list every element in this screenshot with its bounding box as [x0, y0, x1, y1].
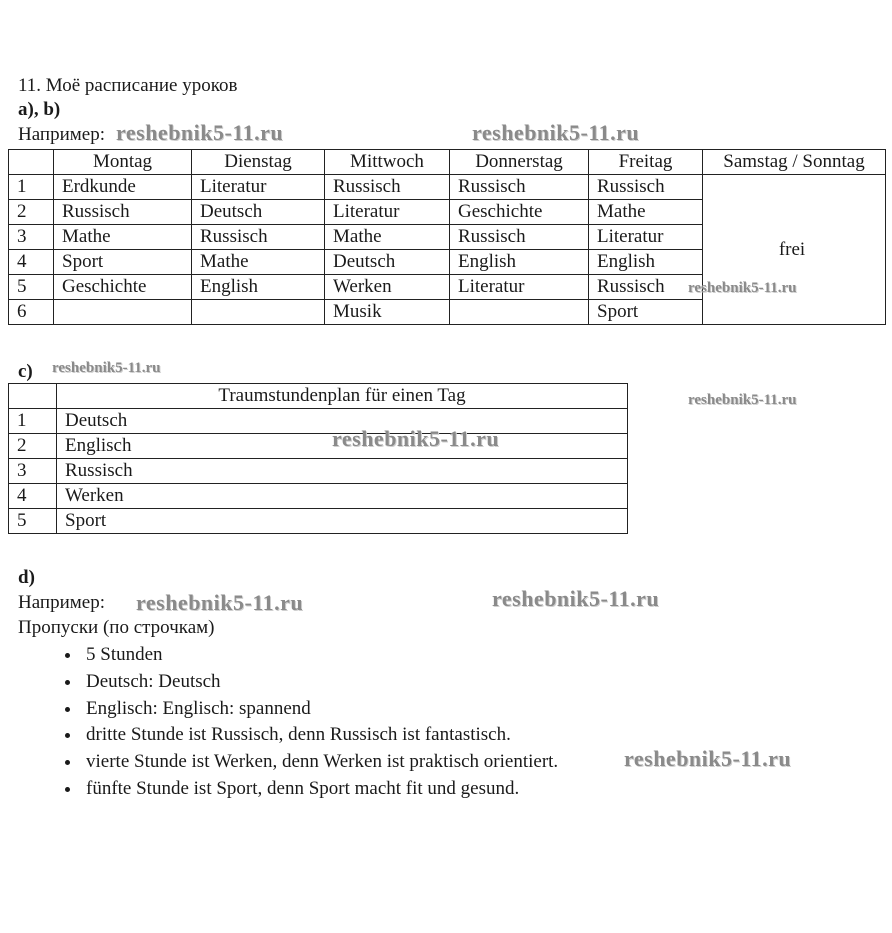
watermark: reshebnik5-11.ru	[332, 426, 500, 451]
schedule-cell: Erdkunde	[54, 175, 192, 200]
lesson-number: 1	[9, 175, 54, 200]
dream-subject: Russisch	[57, 459, 628, 484]
lesson-number: 6	[9, 300, 54, 325]
schedule-cell: Mathe	[192, 250, 325, 275]
list-item: • fünfte Stunde ist Sport, denn Sport macht fit und gesund.	[82, 776, 558, 803]
schedule-cell: Russisch	[450, 175, 589, 200]
header-day: Freitag	[589, 150, 703, 175]
schedule-cell: Deutsch	[192, 200, 325, 225]
weekend-cell: frei	[703, 175, 886, 325]
section-c-label: c)	[18, 361, 33, 382]
schedule-cell: Musik	[325, 300, 450, 325]
dream-subject: Englisch	[57, 434, 628, 459]
dream-timetable-table	[8, 383, 628, 534]
header-corner-cell	[9, 150, 54, 175]
gaps-label: Пропуски (по строчкам)	[18, 617, 215, 638]
schedule-cell: Werken	[325, 275, 450, 300]
schedule-cell	[192, 300, 325, 325]
header-day: Samstag / Sonntag	[703, 150, 886, 175]
schedule-cell: Literatur	[589, 225, 703, 250]
dream-row	[9, 434, 628, 459]
watermark: reshebnik5-11.ru	[492, 586, 660, 611]
schedule-cell: Literatur	[450, 275, 589, 300]
schedule-cell: Russisch	[192, 225, 325, 250]
schedule-cell: Mathe	[54, 225, 192, 250]
watermark: reshebnik5-11.ru	[624, 746, 792, 771]
section-d-label: d)	[18, 567, 35, 588]
dream-subject: Sport	[57, 509, 628, 534]
lesson-number: 4	[9, 250, 54, 275]
schedule-cell: Geschichte	[54, 275, 192, 300]
schedule-cell: Sport	[589, 300, 703, 325]
lesson-number: 5	[9, 509, 57, 534]
schedule-cell: Russisch	[589, 275, 703, 300]
schedule-cell: English	[589, 250, 703, 275]
header-day: Mittwoch	[325, 150, 450, 175]
list-item: • 5 Stunden	[82, 642, 558, 669]
lesson-number: 2	[9, 200, 54, 225]
section-ab-label: a), b)	[18, 99, 61, 120]
schedule-cell: Geschichte	[450, 200, 589, 225]
dream-subject: Werken	[57, 484, 628, 509]
example-label-d: Например:	[18, 592, 105, 613]
schedule-cell: Deutsch	[325, 250, 450, 275]
exercise-heading: 11. Моё расписание уроков	[18, 75, 238, 96]
list-item: • Englisch: Englisch: spannend	[82, 696, 558, 723]
answer-bullet-list	[30, 642, 558, 803]
watermark: reshebnik5-11.ru	[688, 392, 797, 408]
schedule-cell: Literatur	[325, 200, 450, 225]
dream-row	[9, 509, 628, 534]
watermark: reshebnik5-11.ru	[136, 590, 304, 615]
schedule-cell: Sport	[54, 250, 192, 275]
watermark: reshebnik5-11.ru	[52, 360, 161, 376]
lesson-number: 3	[9, 225, 54, 250]
watermark: reshebnik5-11.ru	[472, 120, 640, 145]
list-item: • dritte Stunde ist Russisch, denn Russisch ist fantastisch.	[82, 722, 558, 749]
schedule-header-row	[9, 150, 886, 175]
example-label: Например:	[18, 124, 105, 145]
header-day: Montag	[54, 150, 192, 175]
lesson-number: 4	[9, 484, 57, 509]
schedule-cell: Russisch	[54, 200, 192, 225]
watermark: reshebnik5-11.ru	[688, 280, 797, 296]
dream-subject: Deutsch	[57, 409, 628, 434]
header-day: Dienstag	[192, 150, 325, 175]
schedule-cell	[54, 300, 192, 325]
schedule-cell: Literatur	[192, 175, 325, 200]
lesson-number: 2	[9, 434, 57, 459]
lesson-number: 1	[9, 409, 57, 434]
schedule-cell: Russisch	[450, 225, 589, 250]
lesson-number: 3	[9, 459, 57, 484]
dream-corner-cell	[9, 384, 57, 409]
schedule-cell: English	[192, 275, 325, 300]
weekly-schedule-table	[8, 149, 886, 325]
lesson-number: 5	[9, 275, 54, 300]
list-item: • Deutsch: Deutsch	[82, 669, 558, 696]
dream-row	[9, 409, 628, 434]
dream-table-title: Traumstundenplan für einen Tag	[57, 384, 628, 409]
dream-row	[9, 484, 628, 509]
dream-row	[9, 459, 628, 484]
list-item: • vierte Stunde ist Werken, denn Werken ist praktisch orientiert.	[82, 749, 558, 776]
schedule-cell: Russisch	[589, 175, 703, 200]
schedule-cell: Russisch	[325, 175, 450, 200]
schedule-cell: Mathe	[589, 200, 703, 225]
schedule-row	[9, 175, 886, 200]
schedule-cell: English	[450, 250, 589, 275]
schedule-cell	[450, 300, 589, 325]
watermark: reshebnik5-11.ru	[116, 120, 284, 145]
header-day: Donnerstag	[450, 150, 589, 175]
schedule-cell: Mathe	[325, 225, 450, 250]
dream-header-row	[9, 384, 628, 409]
